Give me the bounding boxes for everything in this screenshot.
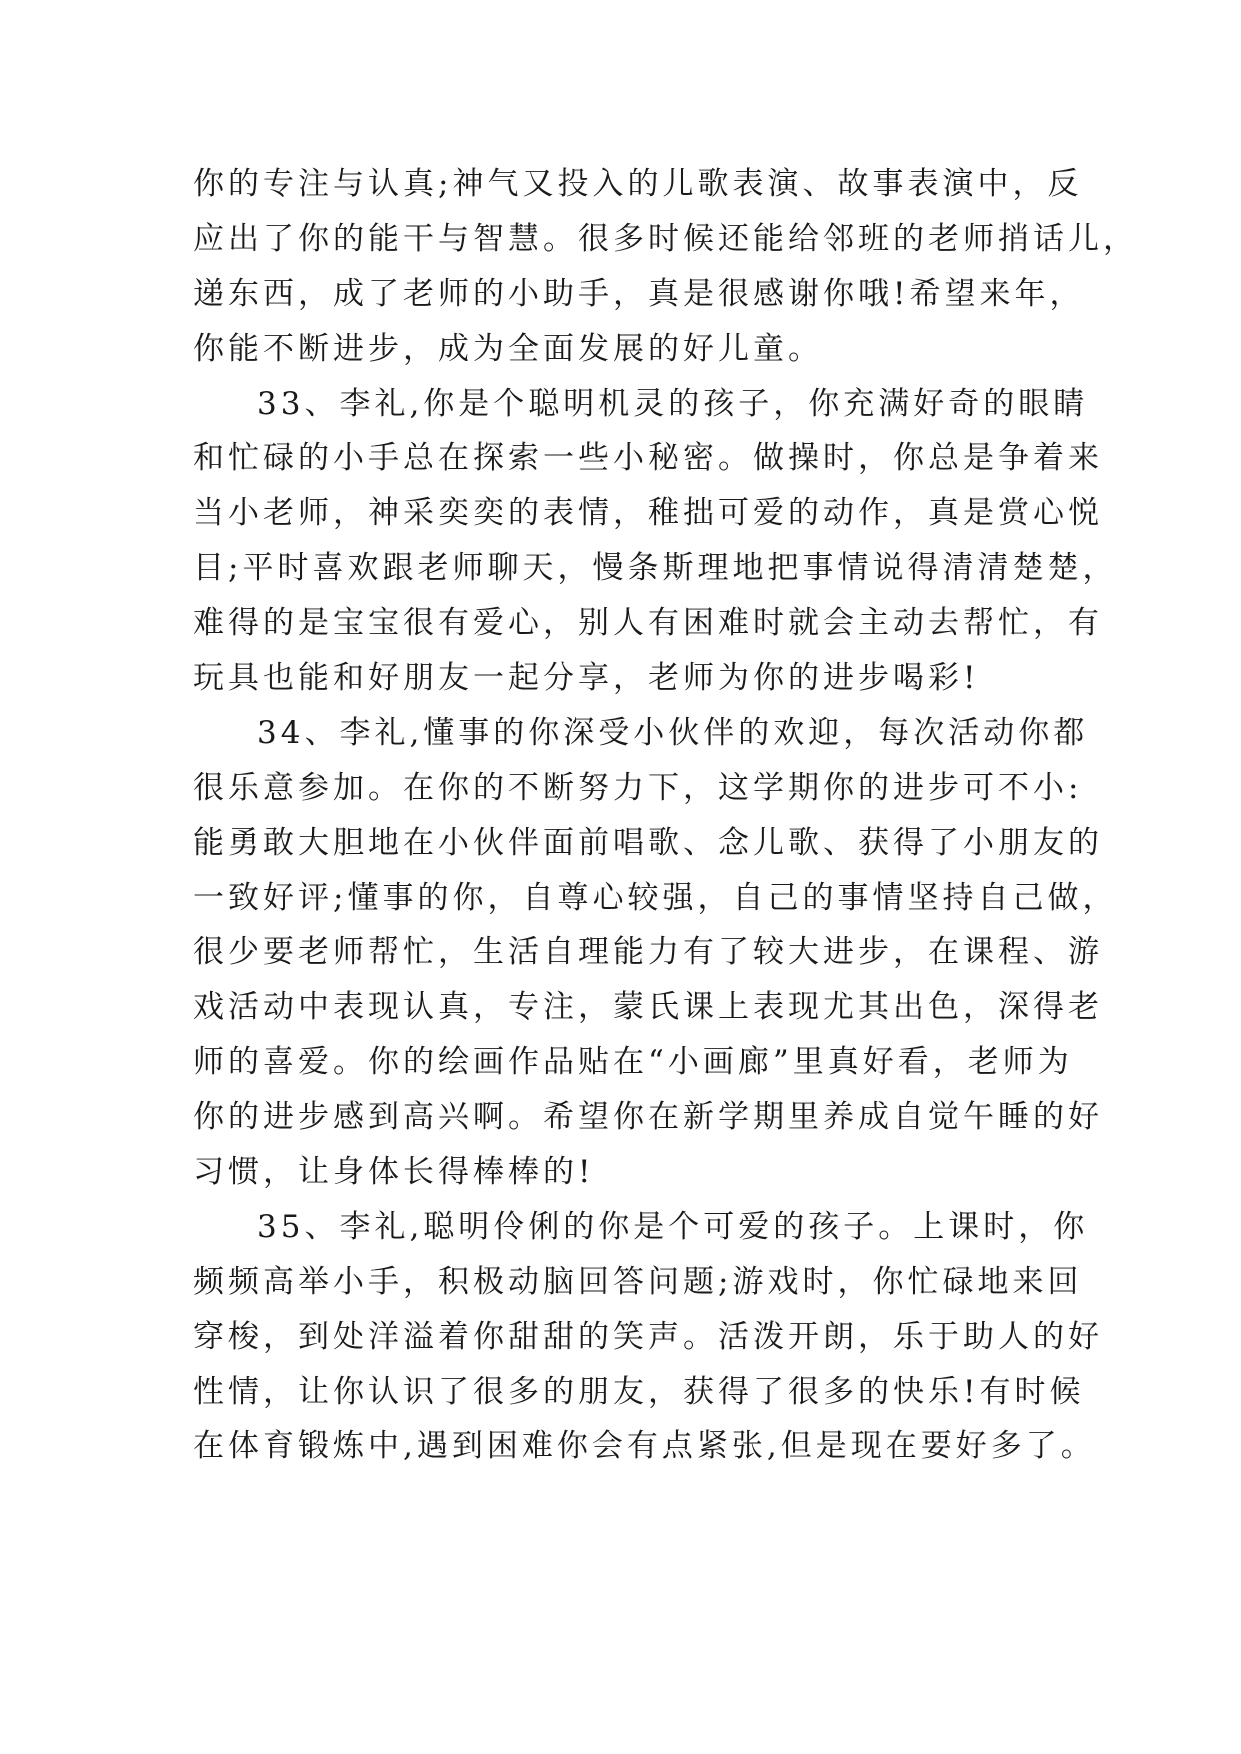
text-line: 很少要老师帮忙，生活自理能力有了较大进步，在课程、游 [193, 934, 1103, 971]
text-line: 戏活动中表现认真，专注，蒙氏课上表现尤其出色，深得老 [193, 989, 1103, 1026]
text-line: 在体育锻炼中,遇到困难你会有点紧张,但是现在要好多了。 [193, 1428, 1096, 1465]
text-line: 应出了你的能干与智慧。很多时候还能给邻班的老师捎话儿， [193, 220, 1138, 257]
text-line: 你的进步感到高兴啊。希望你在新学期里养成自觉午睡的好 [193, 1099, 1103, 1136]
paragraph-34-first-line: 34、李礼,懂事的你深受小伙伴的欢迎，每次活动你都 [257, 714, 1089, 751]
text-line: 频频高举小手，积极动脑回答问题;游戏时，你忙碌地来回 [193, 1263, 1083, 1300]
text-line: 你的专注与认真;神气又投入的儿歌表演、故事表演中，反 [193, 166, 1083, 202]
text-line: 目;平时喜欢跟老师聊天，慢条斯理地把事情说得清清楚楚， [193, 550, 1118, 587]
text-line: 当小老师，神采奕奕的表情，稚拙可爱的动作，真是赏心悦 [193, 495, 1103, 532]
text-line: 能勇敢大胆地在小伙伴面前唱歌、念儿歌、获得了小朋友的 [193, 824, 1103, 861]
document-body [193, 157, 1138, 1474]
text-line: 师的喜爱。你的绘画作品贴在“小画廊”里真好看，老师为 [193, 1044, 1073, 1081]
text-line: 你能不断进步，成为全面发展的好儿童。 [193, 330, 823, 367]
text-line: 玩具也能和好朋友一起分享，老师为你的进步喝彩! [193, 660, 980, 697]
text-line: 很乐意参加。在你的不断努力下，这学期你的进步可不小: [193, 769, 1083, 806]
text-line: 难得的是宝宝很有爱心，别人有困难时就会主动去帮忙，有 [193, 605, 1103, 642]
text-line: 和忙碌的小手总在探索一些小秘密。做操时，你总是争着来 [193, 440, 1103, 477]
paragraph-33-first-line: 33、李礼,你是个聪明机灵的孩子，你充满好奇的眼睛 [257, 385, 1089, 422]
text-line: 递东西，成了老师的小助手，真是很感谢你哦!希望来年， [193, 275, 1085, 312]
paragraph-35-first-line: 35、李礼,聪明伶俐的你是个可爱的孩子。上课时，你 [257, 1208, 1089, 1245]
text-line: 穿梭，到处洋溢着你甜甜的笑声。活泼开朗，乐于助人的好 [193, 1318, 1103, 1355]
text-line: 习惯，让身体长得棒棒的! [193, 1154, 595, 1191]
text-line: 一致好评;懂事的你，自尊心较强，自己的事情坚持自己做， [193, 879, 1118, 916]
text-line: 性情，让你认识了很多的朋友，获得了很多的快乐!有时候 [193, 1373, 1085, 1410]
